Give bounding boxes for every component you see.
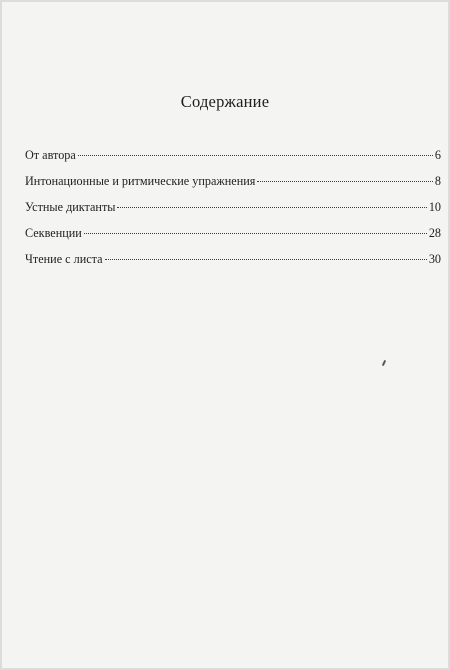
toc-entry xyxy=(25,200,441,226)
toc-entry-page: 8 xyxy=(434,174,441,188)
toc-entry-title: Секвенции xyxy=(25,226,82,240)
toc-entry-page: 30 xyxy=(428,252,441,266)
page-title: Содержание xyxy=(180,92,270,111)
dot-leader xyxy=(117,207,426,208)
toc-entry-page: 6 xyxy=(434,148,441,162)
toc-entry-page: 10 xyxy=(428,200,441,214)
dot-leader xyxy=(84,233,427,234)
toc-entry-title: Устные диктанты xyxy=(25,200,116,214)
toc-entry xyxy=(25,226,441,252)
toc-entry-title: Интонационные и ритмические упражнения xyxy=(25,174,256,188)
paper-speck xyxy=(382,360,386,366)
table-of-contents xyxy=(25,148,441,278)
toc-entry xyxy=(25,252,441,278)
dot-leader xyxy=(78,155,433,156)
dot-leader xyxy=(257,181,433,182)
toc-entry xyxy=(25,148,441,174)
toc-entry-page: 28 xyxy=(428,226,441,240)
toc-entry xyxy=(25,174,441,200)
toc-entry-title: Чтение с листа xyxy=(25,252,103,266)
toc-entry-title: От автора xyxy=(25,148,76,162)
dot-leader xyxy=(105,259,427,260)
